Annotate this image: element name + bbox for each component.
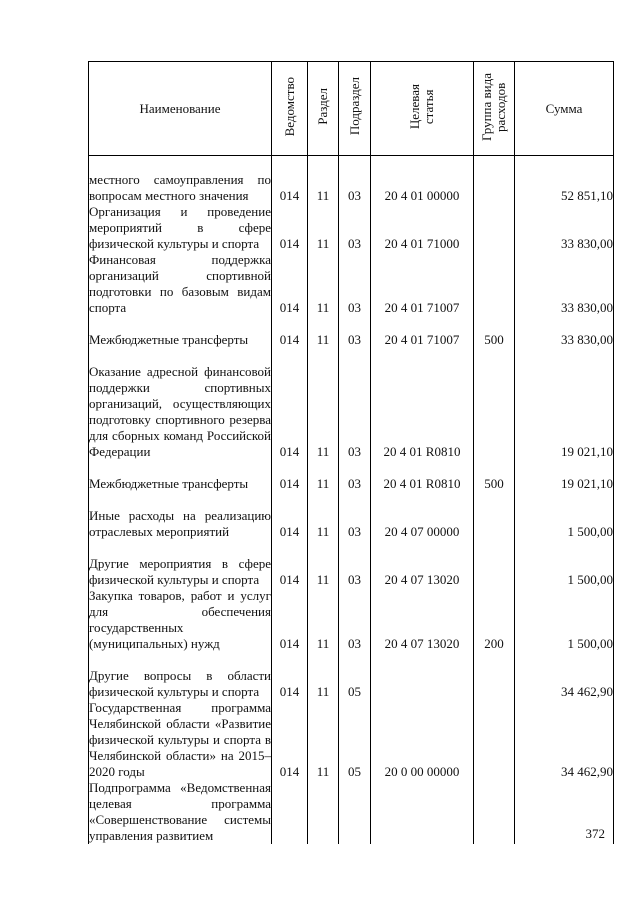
table-header-row bbox=[89, 62, 614, 156]
row-department: 014 bbox=[272, 316, 308, 348]
row-department: 014 bbox=[272, 652, 308, 700]
row-department: 014 bbox=[272, 460, 308, 492]
row-amount: 33 830,00 bbox=[515, 316, 614, 348]
row-amount: 34 462,90 bbox=[515, 700, 614, 780]
row-expense-group: 500 bbox=[474, 460, 515, 492]
row-section: 11 bbox=[308, 700, 339, 780]
row-department: 014 bbox=[272, 700, 308, 780]
row-subsection: 03 bbox=[339, 252, 371, 316]
row-expense-group bbox=[474, 540, 515, 588]
row-expense-group bbox=[474, 652, 515, 700]
row-amount: 34 462,90 bbox=[515, 652, 614, 700]
row-name: Межбюджетные трансферты bbox=[89, 316, 272, 348]
row-target-item: 20 0 00 00000 bbox=[371, 700, 474, 780]
row-department: 014 bbox=[272, 588, 308, 652]
row-target-item: 20 4 01 71007 bbox=[371, 316, 474, 348]
table-body bbox=[89, 156, 614, 844]
table-row bbox=[89, 252, 614, 316]
row-expense-group bbox=[474, 700, 515, 780]
row-department bbox=[272, 780, 308, 844]
row-department: 014 bbox=[272, 156, 308, 204]
row-name: Подпрограмма «Ведомственная целевая программа «Совершенствование системы управления развитием bbox=[89, 779, 271, 843]
row-amount: 19 021,10 bbox=[515, 460, 614, 492]
row-name: Другие вопросы в области физической культуры и спорта bbox=[89, 652, 272, 700]
row-name: Государственная программа Челябинской области «Развитие физической культуры и спорта в Челябинской области» на 2015–2020 годы bbox=[89, 699, 271, 779]
row-target-item: 20 4 01 R0810 bbox=[371, 460, 474, 492]
row-target-item: 20 4 07 13020 bbox=[371, 588, 474, 652]
row-subsection: 03 bbox=[339, 316, 371, 348]
row-expense-group bbox=[474, 780, 515, 844]
row-subsection: 03 bbox=[339, 588, 371, 652]
table-row bbox=[89, 588, 614, 652]
header-department bbox=[272, 62, 308, 156]
budget-table bbox=[88, 61, 614, 844]
row-amount: 33 830,00 bbox=[515, 204, 614, 252]
table-row bbox=[89, 540, 614, 588]
row-amount: 1 500,00 bbox=[515, 492, 614, 540]
row-section: 11 bbox=[308, 460, 339, 492]
row-department: 014 bbox=[272, 540, 308, 588]
header-expense-group bbox=[474, 62, 515, 156]
table-row bbox=[89, 156, 614, 204]
header-department-label: Ведомство bbox=[281, 76, 297, 137]
row-section: 11 bbox=[308, 652, 339, 700]
row-subsection bbox=[339, 780, 371, 844]
row-section: 11 bbox=[308, 252, 339, 316]
row-name: Иные расходы на реализацию отраслевых мероприятий bbox=[89, 492, 272, 540]
row-expense-group bbox=[474, 252, 515, 316]
header-name: Наименование bbox=[89, 62, 272, 156]
row-department: 014 bbox=[272, 492, 308, 540]
header-expense-group-label: Группа вида расходов bbox=[479, 72, 508, 141]
header-amount: Сумма bbox=[515, 62, 614, 156]
row-subsection: 03 bbox=[339, 540, 371, 588]
header-target-item-label: Целевая статья bbox=[407, 83, 436, 130]
row-target-item bbox=[371, 780, 474, 844]
row-name: Межбюджетные трансферты bbox=[89, 460, 272, 492]
header-target-item bbox=[371, 62, 474, 156]
row-expense-group bbox=[474, 492, 515, 540]
row-section: 11 bbox=[308, 492, 339, 540]
row-section: 11 bbox=[308, 588, 339, 652]
table-row bbox=[89, 780, 614, 844]
row-expense-group bbox=[474, 348, 515, 460]
page-number: 372 bbox=[585, 826, 605, 841]
table-row bbox=[89, 460, 614, 492]
row-name: Организация и проведение мероприятий в сфере физической культуры и спорта bbox=[89, 203, 271, 251]
row-amount: 33 830,00 bbox=[515, 252, 614, 316]
row-subsection: 05 bbox=[339, 700, 371, 780]
row-section bbox=[308, 780, 339, 844]
row-name: Закупка товаров, работ и услуг для обеспечения государственных (муниципальных) нужд bbox=[89, 587, 271, 651]
table-row bbox=[89, 700, 614, 780]
row-expense-group bbox=[474, 156, 515, 204]
table-row bbox=[89, 348, 614, 460]
row-target-item bbox=[371, 652, 474, 700]
row-subsection: 03 bbox=[339, 348, 371, 460]
row-amount: 52 851,10 bbox=[515, 156, 614, 204]
row-target-item: 20 4 01 71007 bbox=[371, 252, 474, 316]
table-row bbox=[89, 316, 614, 348]
row-subsection: 03 bbox=[339, 204, 371, 252]
row-target-item: 20 4 01 00000 bbox=[371, 156, 474, 204]
row-target-item: 20 4 07 00000 bbox=[371, 492, 474, 540]
row-target-item: 20 4 01 71000 bbox=[371, 204, 474, 252]
row-subsection: 03 bbox=[339, 460, 371, 492]
row-subsection: 03 bbox=[339, 492, 371, 540]
row-amount: 1 500,00 bbox=[515, 588, 614, 652]
table-row bbox=[89, 204, 614, 252]
row-section: 11 bbox=[308, 204, 339, 252]
row-amount: 1 500,00 bbox=[515, 540, 614, 588]
row-section: 11 bbox=[308, 348, 339, 460]
row-section: 11 bbox=[308, 156, 339, 204]
header-section-label: Раздел bbox=[315, 88, 330, 125]
row-name: Финансовая поддержка организаций спортивной подготовки по базовым видам спорта bbox=[89, 251, 271, 315]
row-target-item: 20 4 07 13020 bbox=[371, 540, 474, 588]
budget-table-container bbox=[88, 61, 613, 844]
row-subsection: 05 bbox=[339, 652, 371, 700]
header-subsection bbox=[339, 62, 371, 156]
header-section bbox=[308, 62, 339, 156]
row-expense-group: 200 bbox=[474, 588, 515, 652]
row-expense-group bbox=[474, 204, 515, 252]
row-name: Оказание адресной финансовой поддержки спортивных организаций, осуществляющих подготовку спортивного резерва для сборных команд Российской Федерации bbox=[89, 348, 272, 460]
table-row bbox=[89, 492, 614, 540]
row-section: 11 bbox=[308, 316, 339, 348]
row-amount: 19 021,10 bbox=[515, 348, 614, 460]
row-section: 11 bbox=[308, 540, 339, 588]
table-row bbox=[89, 652, 614, 700]
row-name: Другие мероприятия в сфере физической культуры и спорта bbox=[89, 540, 272, 588]
row-department: 014 bbox=[272, 252, 308, 316]
row-name: местного самоуправления по вопросам местного значения bbox=[89, 156, 272, 204]
row-department: 014 bbox=[272, 348, 308, 460]
row-department: 014 bbox=[272, 204, 308, 252]
row-expense-group: 500 bbox=[474, 316, 515, 348]
row-target-item: 20 4 01 R0810 bbox=[371, 348, 474, 460]
row-subsection: 03 bbox=[339, 156, 371, 204]
header-subsection-label: Подраздел bbox=[346, 77, 362, 136]
